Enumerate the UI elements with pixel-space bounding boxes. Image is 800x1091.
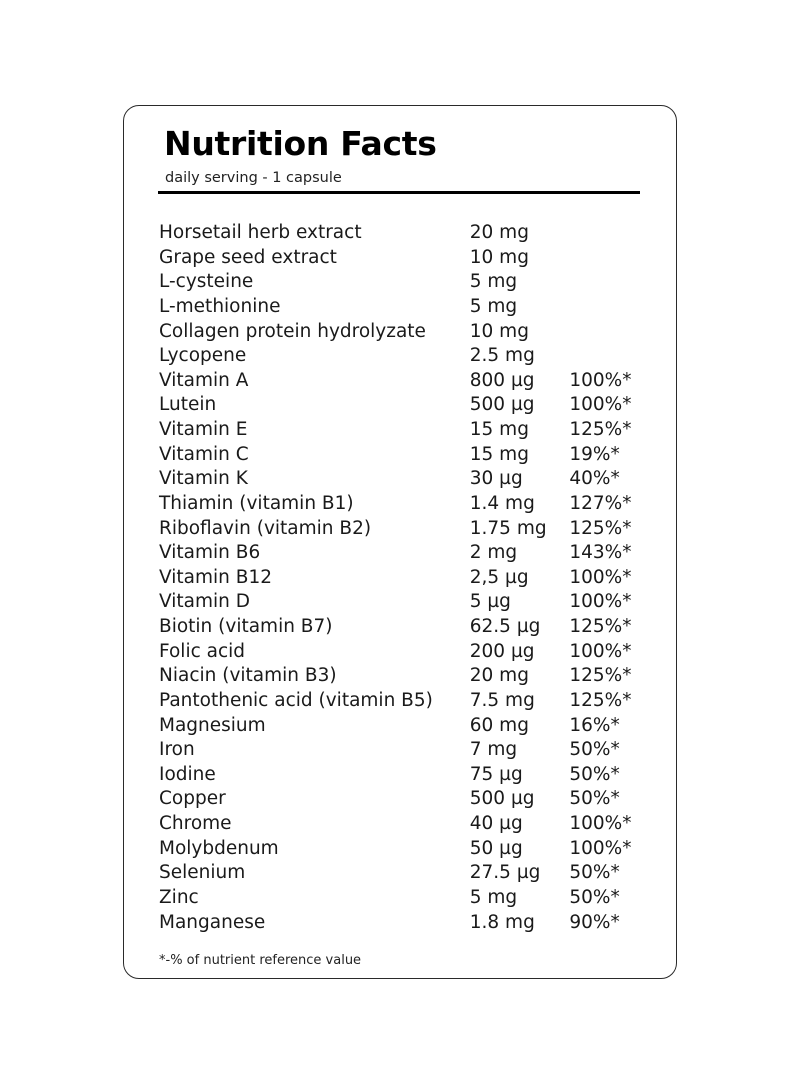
nutrient-name: Chrome	[159, 813, 232, 834]
nutrient-amount: 27.5 µg	[469, 862, 541, 884]
nutrient-amount: 10 mg	[469, 320, 529, 342]
nutrient-nrv: 100%*	[569, 369, 632, 391]
nutrient-name: Vitamin E	[159, 419, 248, 440]
nutrient-name: Grape seed extract	[159, 246, 337, 268]
nutrient-nrv: 125%*	[569, 517, 632, 539]
nutrient-nrv: 143%*	[569, 542, 632, 564]
nutrient-amount: 7 mg	[469, 739, 518, 761]
nutrient-amount: 2.5 mg	[469, 345, 535, 367]
nutrient-amount: 2 mg	[469, 542, 518, 564]
nutrient-name: Magnesium	[159, 714, 266, 736]
nutrient-amount: 200 µg	[469, 640, 535, 662]
nutrient-name: Iron	[159, 739, 195, 761]
nutrient-amount: 5 mg	[469, 886, 518, 908]
nutrient-row	[159, 295, 659, 320]
nutrient-amount: 40 µg	[469, 813, 523, 834]
nutrient-row	[159, 492, 659, 517]
nutrient-nrv: 40%*	[569, 468, 620, 490]
nutrient-row	[159, 738, 659, 763]
nutrient-nrv: 50%*	[569, 763, 620, 785]
nutrient-row	[159, 689, 659, 714]
nutrient-amount: 1.75 mg	[469, 517, 547, 539]
nutrient-row	[159, 837, 659, 862]
nutrient-amount: 5 µg	[469, 591, 511, 613]
nutrient-name: Vitamin B6	[159, 542, 261, 564]
nutrient-row	[159, 566, 659, 591]
nutrient-row	[159, 270, 659, 295]
nutrient-name: Thiamin (vitamin B1)	[159, 492, 354, 514]
nutrient-row	[159, 615, 659, 640]
nutrient-amount: 5 mg	[469, 271, 518, 293]
nutrient-name: Collagen protein hydrolyzate	[159, 320, 426, 342]
nutrient-amount: 75 µg	[469, 763, 523, 785]
nutrient-name: Vitamin A	[159, 369, 249, 391]
nutrient-nrv: 100%*	[569, 591, 632, 613]
nutrient-nrv	[569, 320, 659, 345]
nutrient-amount: 10 mg	[469, 246, 529, 268]
nutrient-name: Manganese	[159, 911, 266, 933]
nutrient-row	[159, 541, 659, 566]
nutrient-amount: 1.4 mg	[469, 492, 535, 514]
nutrient-name: Biotin (vitamin B7)	[159, 616, 333, 637]
nutrient-row	[159, 590, 659, 615]
nutrient-name: Folic acid	[159, 640, 246, 662]
nutrient-nrv: 127%*	[569, 492, 632, 514]
nutrient-nrv: 125%*	[569, 665, 632, 687]
nutrient-amount: 20 mg	[469, 665, 529, 687]
nutrient-row	[159, 467, 659, 492]
nutrient-row	[159, 861, 659, 886]
nutrient-name: L-cysteine	[159, 271, 254, 293]
serving-size: daily serving - 1 capsule	[165, 170, 342, 186]
footnote: *-% of nutrient reference value	[159, 953, 362, 968]
nutrient-nrv	[569, 270, 659, 295]
nutrient-nrv: 100%*	[569, 566, 632, 588]
nutrient-nrv: 50%*	[569, 788, 620, 810]
nutrient-name: Riboflavin (vitamin B2)	[159, 517, 372, 539]
nutrient-nrv: 50%*	[569, 862, 620, 884]
nutrient-amount: 30 µg	[469, 468, 523, 490]
nutrient-row	[159, 886, 659, 911]
nutrient-table	[159, 221, 659, 935]
nutrient-amount: 50 µg	[469, 837, 523, 859]
nutrient-row	[159, 664, 659, 689]
nutrient-amount: 62.5 µg	[469, 616, 541, 637]
nutrient-nrv	[569, 344, 659, 369]
nutrient-row	[159, 517, 659, 542]
nutrient-nrv: 16%*	[569, 714, 620, 736]
nutrient-amount: 800 µg	[469, 369, 535, 391]
nutrient-nrv: 100%*	[569, 640, 632, 662]
nutrient-nrv: 50%*	[569, 739, 620, 761]
nutrient-amount: 15 mg	[469, 443, 529, 465]
nutrient-row	[159, 640, 659, 665]
nutrient-name: Vitamin D	[159, 591, 250, 613]
nutrient-name: Vitamin B12	[159, 566, 272, 588]
nutrient-name: Lutein	[159, 394, 217, 416]
nutrient-amount: 5 mg	[469, 295, 518, 317]
nutrient-name: Vitamin C	[159, 443, 249, 465]
nutrient-nrv	[569, 246, 659, 271]
label-title: Nutrition Facts	[164, 124, 437, 163]
nutrient-amount: 1.8 mg	[469, 911, 535, 933]
nutrient-amount: 500 µg	[469, 394, 535, 416]
nutrient-row	[159, 763, 659, 788]
nutrient-name: Horsetail herb extract	[159, 222, 362, 243]
nutrient-name: L-methionine	[159, 295, 281, 317]
nutrient-nrv: 100%*	[569, 394, 632, 416]
nutrient-row	[159, 714, 659, 739]
nutrient-nrv	[569, 221, 659, 246]
nutrient-amount: 7.5 mg	[469, 689, 535, 711]
nutrient-amount: 500 µg	[469, 788, 535, 810]
nutrient-amount: 15 mg	[469, 419, 529, 440]
nutrient-row	[159, 369, 659, 394]
nutrient-row	[159, 320, 659, 345]
nutrient-name: Molybdenum	[159, 837, 279, 859]
nutrient-name: Vitamin K	[159, 468, 248, 490]
nutrient-row	[159, 246, 659, 271]
nutrient-nrv	[569, 295, 659, 320]
nutrient-nrv: 100%*	[569, 813, 632, 834]
nutrient-name: Pantothenic acid (vitamin B5)	[159, 689, 433, 711]
nutrient-row	[159, 393, 659, 418]
nutrient-row	[159, 344, 659, 369]
nutrient-name: Selenium	[159, 862, 246, 884]
nutrient-row	[159, 443, 659, 468]
nutrient-row	[159, 418, 659, 443]
nutrient-row	[159, 221, 659, 246]
header-divider	[158, 191, 640, 194]
nutrient-amount: 60 mg	[469, 714, 529, 736]
nutrient-name: Iodine	[159, 763, 216, 785]
nutrient-amount: 2,5 µg	[469, 566, 529, 588]
nutrient-nrv: 125%*	[569, 689, 632, 711]
nutrient-nrv: 90%*	[569, 911, 620, 933]
nutrient-name: Niacin (vitamin B3)	[159, 665, 337, 687]
nutrient-nrv: 19%*	[569, 443, 620, 465]
nutrient-name: Lycopene	[159, 345, 247, 367]
nutrient-row	[159, 812, 659, 837]
nutrient-nrv: 125%*	[569, 616, 632, 637]
nutrient-nrv: 125%*	[569, 419, 632, 440]
nutrient-name: Copper	[159, 788, 226, 810]
nutrient-nrv: 100%*	[569, 837, 632, 859]
nutrient-name: Zinc	[159, 886, 199, 908]
nutrient-row	[159, 787, 659, 812]
nutrient-nrv: 50%*	[569, 886, 620, 908]
nutrient-row	[159, 911, 659, 936]
nutrient-amount: 20 mg	[469, 222, 529, 243]
